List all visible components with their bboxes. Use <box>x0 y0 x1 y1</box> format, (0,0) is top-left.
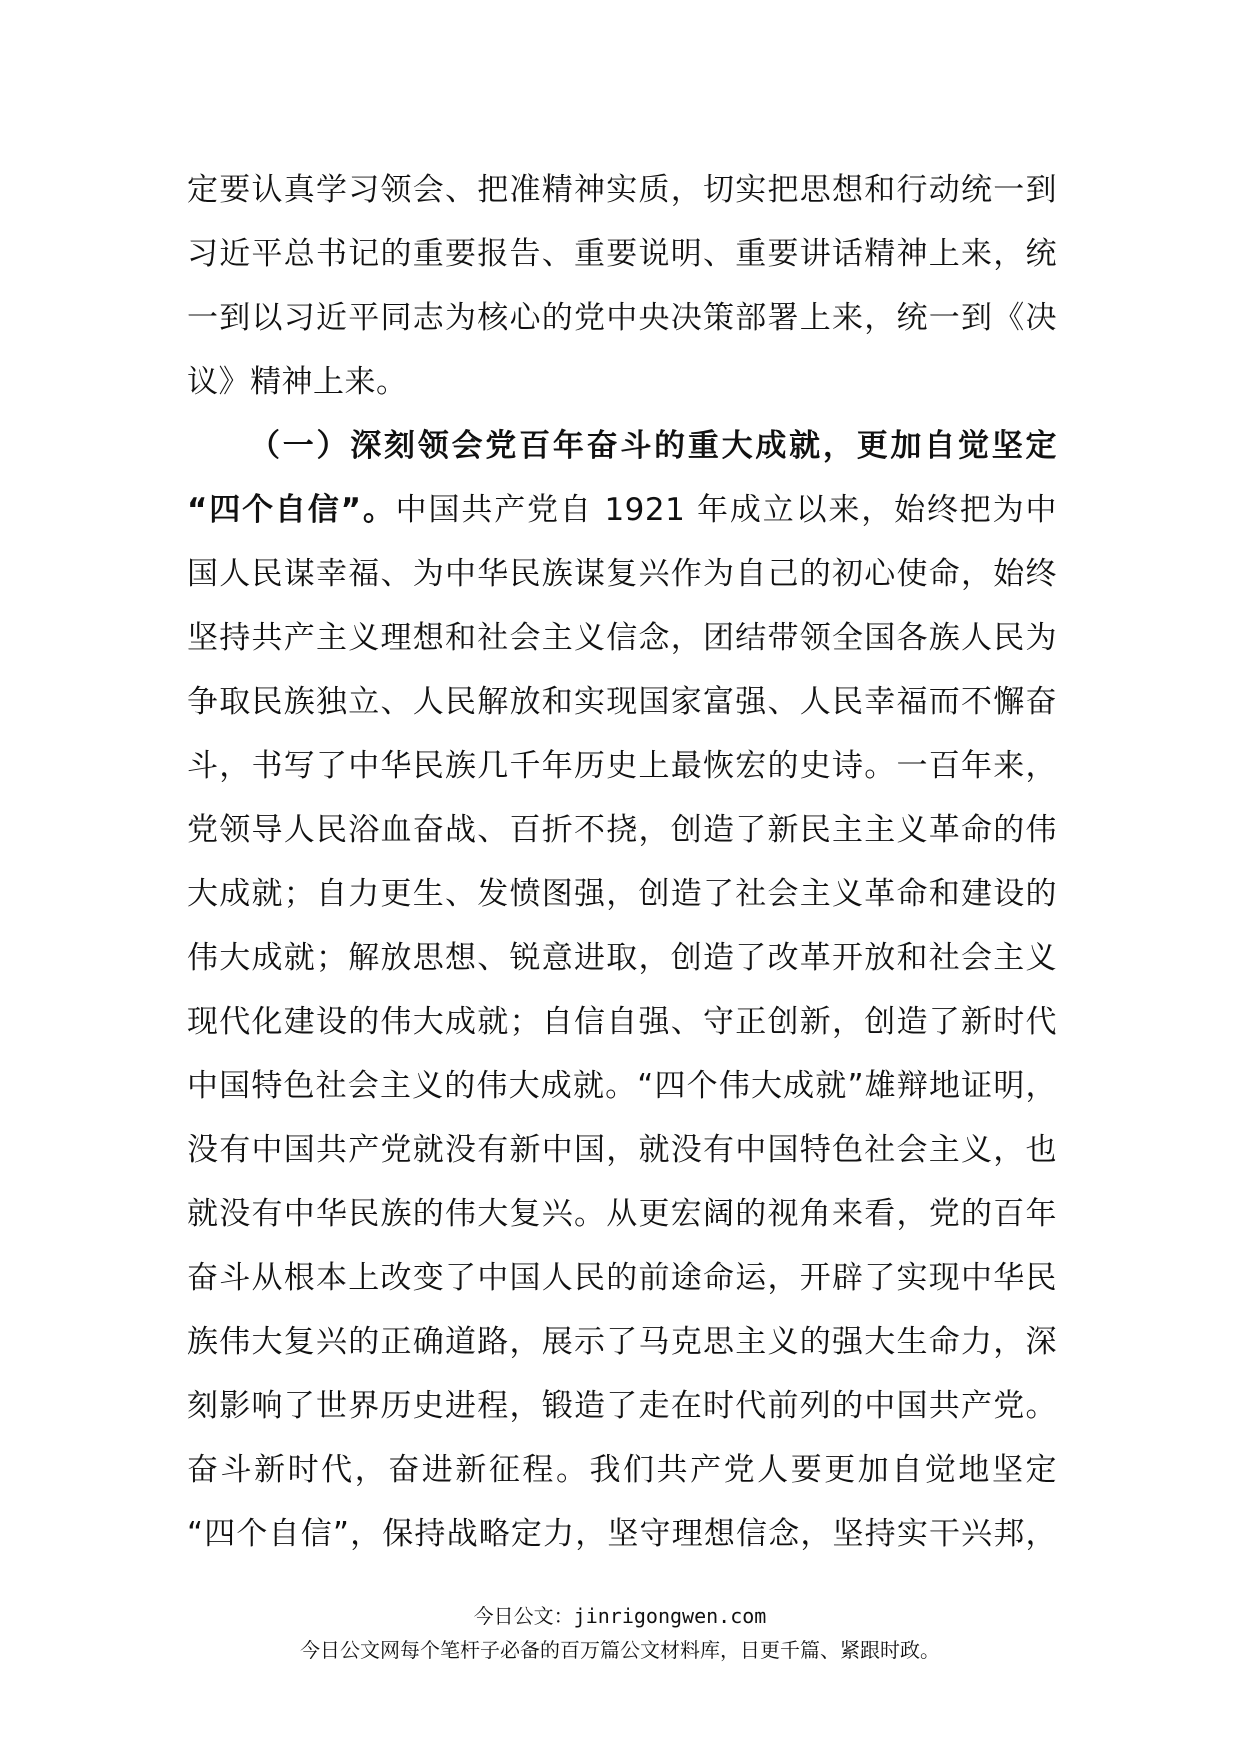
text-line: 坚持共产主义理想和社会主义信念，团结带领全国各族人民为 <box>187 620 1057 656</box>
text-line: 争取民族独立、人民解放和实现国家富强、人民幸福而不懈奋 <box>187 684 1057 720</box>
footer-source <box>0 1600 1240 1629</box>
text-line: 大成就；自力更生、发愤图强，创造了社会主义革命和建设的 <box>187 876 1057 912</box>
text-line <box>187 478 1057 542</box>
text-line: 族伟大复兴的正确道路，展示了马克思主义的强大生命力，深 <box>187 1324 1057 1360</box>
text-line: 就没有中华民族的伟大复兴。从更宏阔的视角来看，党的百年 <box>187 1196 1057 1232</box>
text-line: “四个自信”，保持战略定力，坚守理想信念，坚持实干兴邦， <box>187 1516 1057 1552</box>
text-line: 党领导人民浴血奋战、百折不挠，创造了新民主主义革命的伟 <box>187 812 1057 848</box>
text-line: 伟大成就；解放思想、锐意进取，创造了改革开放和社会主义 <box>187 940 1057 976</box>
text-line: 刻影响了世界历史进程，锻造了走在时代前列的中国共产党。 <box>187 1388 1057 1424</box>
text-line: 定要认真学习领会、把准精神实质，切实把思想和行动统一到 <box>187 172 1057 208</box>
text-line: 奋斗新时代，奋进新征程。我们共产党人要更加自觉地坚定 <box>187 1452 1057 1488</box>
section-heading: （一）深刻领会党百年奋斗的重大成就，更加自觉坚定 <box>249 428 1057 464</box>
text-line-rest: 中国共产党自 1921 年成立以来，始终把为中 <box>395 492 1057 528</box>
text-line: 国人民谋幸福、为中华民族谋复兴作为自己的初心使命，始终 <box>187 556 1057 592</box>
text-line: 现代化建设的伟大成就；自信自强、守正创新，创造了新时代 <box>187 1004 1057 1040</box>
document-body <box>187 158 1057 1566</box>
section-heading-continued: “四个自信”。 <box>187 492 396 528</box>
text-line: 奋斗从根本上改变了中国人民的前途命运，开辟了实现中华民 <box>187 1260 1057 1296</box>
text-line: 一到以习近平同志为核心的党中央决策部署上来，统一到《决 <box>187 300 1057 336</box>
text-line: 习近平总书记的重要报告、重要说明、重要讲话精神上来，统 <box>187 236 1057 272</box>
footer-link[interactable]: jinrigongwen.com <box>573 1604 767 1628</box>
text-line: 没有中国共产党就没有新中国，就没有中国特色社会主义，也 <box>187 1132 1057 1168</box>
footer-label: 今日公文： <box>473 1604 574 1628</box>
text-line: 议》精神上来。 <box>187 364 408 400</box>
footer-slogan: 今日公文网每个笔杆子必备的百万篇公文材料库，日更千篇、紧跟时政。 <box>300 1638 940 1662</box>
text-line: 中国特色社会主义的伟大成就。“四个伟大成就”雄辩地证明， <box>187 1068 1057 1104</box>
text-line: 斗，书写了中华民族几千年历史上最恢宏的史诗。一百年来， <box>187 748 1057 784</box>
